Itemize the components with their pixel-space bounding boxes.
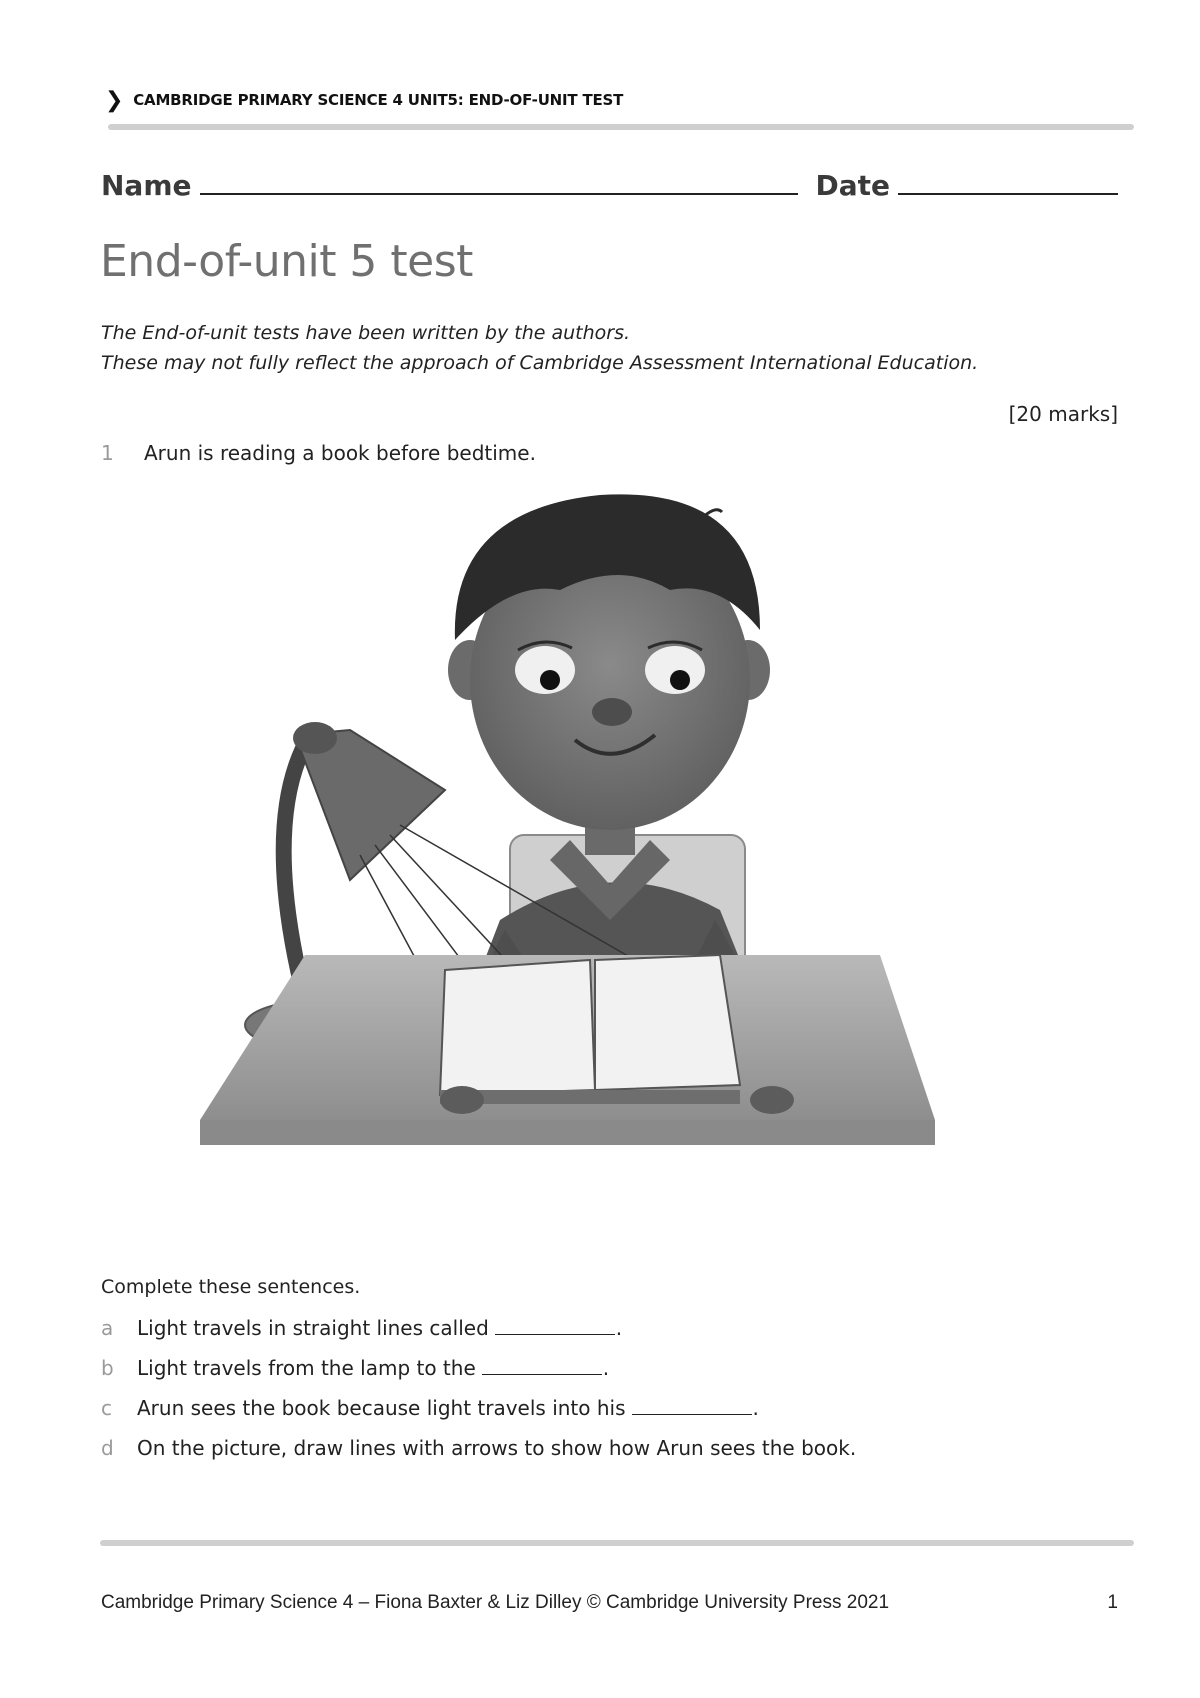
- name-field[interactable]: [200, 163, 798, 195]
- question-part-a: [101, 1316, 622, 1340]
- disclaimer-line-2: These may not fully reflect the approach of Cambridge Assessment International Education.: [101, 352, 979, 374]
- question-number: 1: [101, 441, 114, 465]
- question-text: Arun is reading a book before bedtime.: [144, 441, 536, 465]
- book-left-page: [440, 960, 595, 1095]
- part-letter: c: [101, 1396, 112, 1420]
- name-date-row: [101, 163, 1118, 202]
- footer-credit: Cambridge Primary Science 4 – Fiona Baxter & Liz Dilley © Cambridge University Press 2021: [101, 1592, 890, 1613]
- name-label: Name: [101, 169, 192, 202]
- question-part-c: [101, 1396, 759, 1420]
- part-letter: d: [101, 1436, 114, 1460]
- part-suffix: .: [615, 1316, 623, 1340]
- part-suffix: .: [602, 1356, 610, 1380]
- boy-right-hand: [750, 1086, 794, 1114]
- lamp-top: [293, 722, 337, 754]
- disclaimer-line-1: The End-of-unit tests have been written by the authors.: [101, 322, 631, 344]
- question-part-b: [101, 1356, 609, 1380]
- disclaimer: [101, 318, 978, 378]
- date-field[interactable]: [898, 163, 1118, 195]
- part-text: On the picture, draw lines with arrows to show how Arun sees the book.: [137, 1436, 857, 1460]
- part-text: Light travels in straight lines called: [137, 1316, 489, 1340]
- date-label: Date: [815, 169, 891, 202]
- header-divider: [108, 124, 1134, 130]
- answer-blank-b[interactable]: [482, 1356, 602, 1375]
- desk-edge: [200, 1120, 935, 1145]
- part-letter: b: [101, 1356, 114, 1380]
- chevron-right-icon: ❯: [105, 88, 124, 113]
- page-number: 1: [1107, 1592, 1118, 1613]
- book-cover: [440, 1090, 740, 1104]
- question-part-d: [101, 1436, 856, 1460]
- right-pupil: [670, 670, 690, 690]
- part-text: Light travels from the lamp to the: [137, 1356, 476, 1380]
- answer-blank-c[interactable]: [632, 1396, 752, 1415]
- instruction-text: Complete these sentences.: [101, 1276, 361, 1298]
- footer-divider: [100, 1540, 1134, 1546]
- page-title: End-of-unit 5 test: [100, 236, 473, 287]
- running-header: [105, 86, 623, 111]
- running-header-text: CAMBRIDGE PRIMARY SCIENCE 4 UNIT5: END-OF-UNIT TEST: [133, 91, 624, 109]
- part-suffix: .: [752, 1396, 759, 1420]
- part-text: Arun sees the book because light travels into his: [137, 1396, 626, 1420]
- part-letter: a: [101, 1316, 114, 1340]
- boy-left-hand: [440, 1086, 484, 1114]
- boy-nose: [592, 698, 632, 726]
- answer-blank-a[interactable]: [495, 1316, 615, 1335]
- left-pupil: [540, 670, 560, 690]
- question-1: [101, 441, 536, 465]
- book-right-page: [595, 955, 740, 1090]
- total-marks: [20 marks]: [1008, 402, 1118, 426]
- boy-reading-illustration[interactable]: [200, 490, 1020, 1250]
